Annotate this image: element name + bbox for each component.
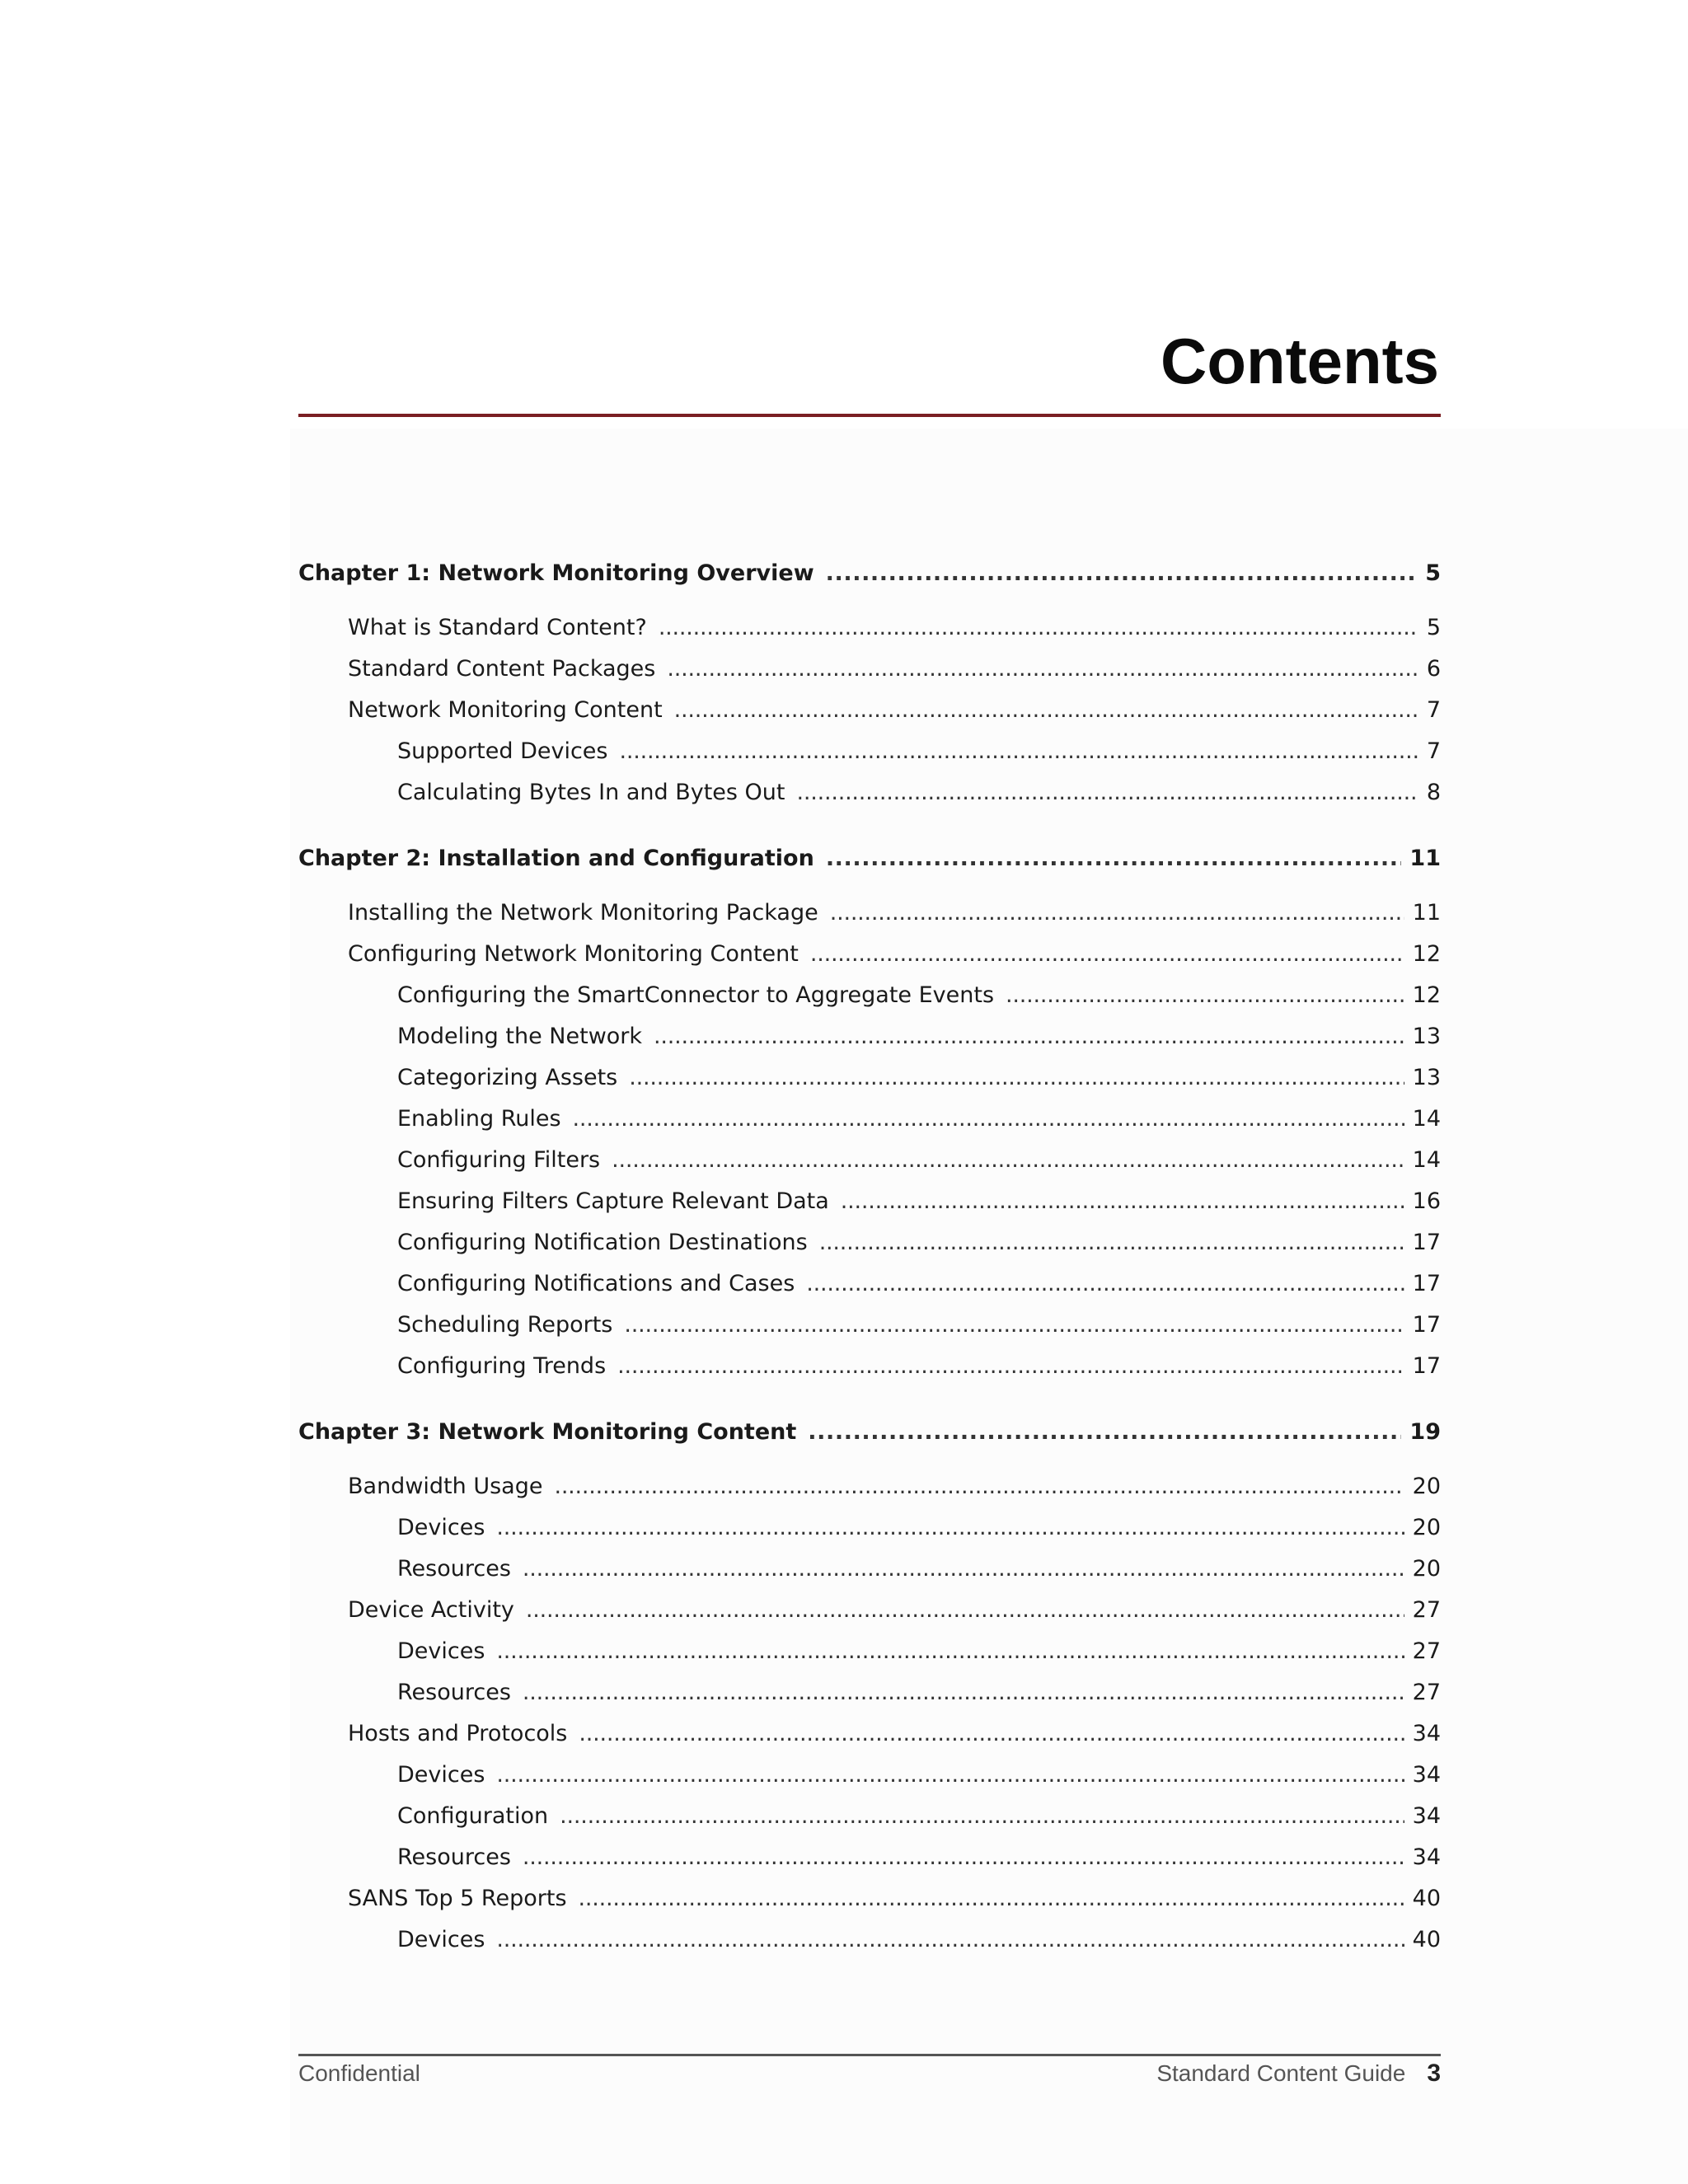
toc-entry-label: Hosts and Protocols <box>348 1721 568 1746</box>
toc-entry-page: 34 <box>1412 1844 1441 1870</box>
toc-entry-page: 16 <box>1412 1188 1441 1214</box>
toc-entry-label: Chapter 3: Network Monitoring Content <box>298 1419 797 1445</box>
toc-entry-page: 17 <box>1412 1353 1441 1379</box>
toc-entry-label: Chapter 2: Installation and Configuration <box>298 846 814 871</box>
toc-entry[interactable] <box>397 1759 1441 1792</box>
toc-entry[interactable] <box>348 612 1441 644</box>
toc-entry[interactable] <box>348 1882 1441 1915</box>
toc-dot-leader <box>579 1718 1404 1750</box>
toc-entry-page: 20 <box>1412 1515 1441 1540</box>
toc-entry-label: Resources <box>397 1680 511 1705</box>
toc-dot-leader <box>826 557 1418 590</box>
toc-entry[interactable] <box>397 1924 1441 1957</box>
toc-entry-page: 11 <box>1412 900 1441 926</box>
toc-entry-label: Calculating Bytes In and Bytes Out <box>397 780 785 805</box>
toc-entry-label: Devices <box>397 1515 485 1540</box>
toc-entry[interactable] <box>397 1841 1441 1874</box>
toc-entry[interactable] <box>397 776 1441 809</box>
toc-dot-leader <box>496 1924 1404 1957</box>
toc-dot-leader <box>560 1800 1404 1833</box>
toc-entry-page: 20 <box>1412 1474 1441 1499</box>
toc-entry[interactable] <box>397 1185 1441 1218</box>
toc-dot-leader <box>573 1103 1404 1136</box>
toc-entry[interactable] <box>397 979 1441 1012</box>
toc-entry-page: 17 <box>1412 1271 1441 1296</box>
toc-entry-label: Enabling Rules <box>397 1106 561 1132</box>
toc-dot-leader <box>624 1309 1404 1342</box>
toc-chapter-entry[interactable] <box>298 1416 1441 1449</box>
toc-dot-leader <box>1006 979 1404 1012</box>
toc-entry-page: 19 <box>1409 1419 1441 1445</box>
toc-entry-page: 12 <box>1412 982 1441 1008</box>
footer-page-number: 3 <box>1427 2060 1441 2087</box>
toc-entry-label: Configuring Network Monitoring Content <box>348 941 799 967</box>
toc-entry-page: 34 <box>1412 1721 1441 1746</box>
toc-entry[interactable] <box>397 1511 1441 1544</box>
footer-confidential: Confidential <box>298 2060 420 2086</box>
toc-entry-label: Configuring the SmartConnector to Aggregate Events <box>397 982 995 1008</box>
toc-entry-page: 12 <box>1412 941 1441 967</box>
toc-chapter-entry[interactable] <box>298 842 1441 875</box>
toc-entry[interactable] <box>397 1144 1441 1177</box>
toc-entry-page: 5 <box>1426 615 1441 640</box>
toc-entry-label: Network Monitoring Content <box>348 697 663 723</box>
toc-entry-label: Supported Devices <box>397 738 608 764</box>
toc-entry-page: 17 <box>1412 1312 1441 1338</box>
toc-entry[interactable] <box>397 1226 1441 1259</box>
toc-entry-label: Chapter 1: Network Monitoring Overview <box>298 560 814 586</box>
toc-entry[interactable] <box>397 1103 1441 1136</box>
toc-dot-leader <box>810 938 1404 971</box>
toc-dot-leader <box>496 1511 1404 1544</box>
toc-entry-page: 34 <box>1412 1762 1441 1788</box>
toc-entry[interactable] <box>348 1718 1441 1750</box>
footer-guide-info <box>1156 2057 1441 2090</box>
toc-entry-label: Configuration <box>397 1803 549 1829</box>
toc-entry[interactable] <box>397 1635 1441 1668</box>
toc-dot-leader <box>654 1020 1404 1053</box>
toc-dot-leader <box>659 612 1418 644</box>
toc-entry[interactable] <box>397 1062 1441 1094</box>
toc-entry-label: Scheduling Reports <box>397 1312 613 1338</box>
toc-entry-page: 17 <box>1412 1230 1441 1255</box>
toc-dot-leader <box>667 653 1418 686</box>
toc-entry[interactable] <box>348 653 1441 686</box>
toc-dot-leader <box>674 694 1418 727</box>
toc-entry-label: What is Standard Content? <box>348 615 647 640</box>
toc-entry[interactable] <box>348 897 1441 930</box>
toc-entry-page: 40 <box>1412 1886 1441 1911</box>
toc-entry-page: 8 <box>1426 780 1441 805</box>
toc-entry-page: 6 <box>1426 656 1441 682</box>
toc-entry-page: 27 <box>1412 1597 1441 1623</box>
toc-entry[interactable] <box>397 1268 1441 1301</box>
toc-entry-page: 14 <box>1412 1147 1441 1173</box>
toc-entry-page: 27 <box>1412 1680 1441 1705</box>
footer-guide-name: Standard Content Guide <box>1156 2060 1406 2086</box>
toc-dot-leader <box>617 1350 1404 1383</box>
toc-dot-leader <box>526 1594 1404 1627</box>
toc-entry-label: Resources <box>397 1556 511 1582</box>
toc-entry-page: 14 <box>1412 1106 1441 1132</box>
toc-dot-leader <box>619 735 1418 768</box>
toc-dot-leader <box>629 1062 1404 1094</box>
toc-entry[interactable] <box>397 1020 1441 1053</box>
toc-dot-leader <box>841 1185 1404 1218</box>
toc-entry-label: Configuring Notification Destinations <box>397 1230 808 1255</box>
toc-dot-leader <box>819 1226 1404 1259</box>
toc-entry[interactable] <box>397 1553 1441 1586</box>
toc-entry-page: 20 <box>1412 1556 1441 1582</box>
toc-entry[interactable] <box>348 1470 1441 1503</box>
toc-entry-label: Modeling the Network <box>397 1024 643 1049</box>
toc-entry-label: Devices <box>397 1638 485 1664</box>
toc-dot-leader <box>523 1676 1404 1709</box>
toc-dot-leader <box>806 1268 1404 1301</box>
toc-chapter-entry[interactable] <box>298 557 1441 590</box>
toc-entry-label: Devices <box>397 1762 485 1788</box>
toc-entry[interactable] <box>348 938 1441 971</box>
toc-entry-label: Configuring Filters <box>397 1147 601 1173</box>
toc-dot-leader <box>612 1144 1404 1177</box>
toc-entry[interactable] <box>397 1800 1441 1833</box>
toc-entry-page: 34 <box>1412 1803 1441 1829</box>
toc-entry-label: Resources <box>397 1844 511 1870</box>
toc-entry-label: Bandwidth Usage <box>348 1474 543 1499</box>
toc-entry-page: 11 <box>1409 846 1441 871</box>
toc-dot-leader <box>496 1759 1404 1792</box>
toc-entry-label: Configuring Trends <box>397 1353 607 1379</box>
toc-entry-page: 13 <box>1412 1065 1441 1090</box>
toc-dot-leader <box>797 776 1418 809</box>
toc-entry-page: 13 <box>1412 1024 1441 1049</box>
toc-entry[interactable] <box>348 1594 1441 1627</box>
toc-entry-label: Standard Content Packages <box>348 656 656 682</box>
toc-entry-label: Ensuring Filters Capture Relevant Data <box>397 1188 829 1214</box>
toc-entry-label: SANS Top 5 Reports <box>348 1886 567 1911</box>
toc-entry-label: Device Activity <box>348 1597 514 1623</box>
toc-entry-page: 7 <box>1426 738 1441 764</box>
footer-divider <box>298 2054 1441 2056</box>
toc-entry-page: 7 <box>1426 697 1441 723</box>
toc-entry-page: 5 <box>1425 560 1441 586</box>
toc-entry[interactable] <box>397 735 1441 768</box>
toc-entry-label: Installing the Network Monitoring Package <box>348 900 818 926</box>
toc-entry[interactable] <box>397 1309 1441 1342</box>
page-title: Contents <box>1160 325 1439 397</box>
toc-dot-leader <box>808 1416 1401 1449</box>
toc-dot-leader <box>523 1553 1404 1586</box>
toc-dot-leader <box>830 897 1404 930</box>
toc-entry[interactable] <box>397 1676 1441 1709</box>
toc-entry[interactable] <box>397 1350 1441 1383</box>
toc-entry-label: Configuring Notifications and Cases <box>397 1271 795 1296</box>
toc-entry-page: 27 <box>1412 1638 1441 1664</box>
toc-entry-label: Devices <box>397 1927 485 1952</box>
toc-dot-leader <box>523 1841 1404 1874</box>
toc-dot-leader <box>554 1470 1404 1503</box>
page-background-tint <box>290 429 1688 2184</box>
toc-entry-page: 40 <box>1412 1927 1441 1952</box>
toc-entry-label: Categorizing Assets <box>397 1065 618 1090</box>
title-divider <box>298 414 1441 417</box>
toc-entry[interactable] <box>348 694 1441 727</box>
toc-dot-leader <box>579 1882 1404 1915</box>
toc-dot-leader <box>496 1635 1404 1668</box>
toc-dot-leader <box>826 842 1402 875</box>
